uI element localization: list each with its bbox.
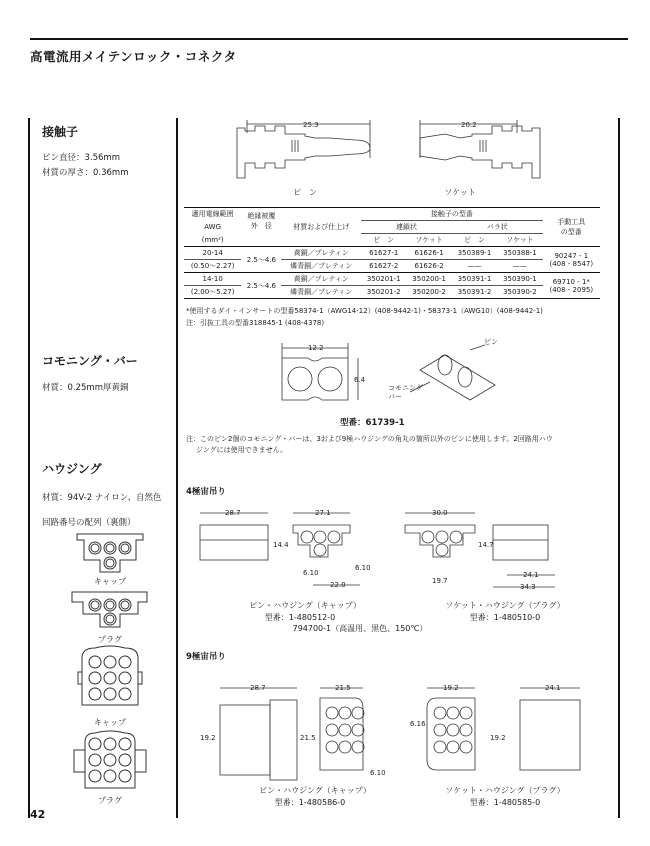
- circuit-label-9plug: プラグ: [98, 796, 122, 805]
- svg-text:27.1: 27.1: [315, 509, 331, 517]
- top-rule: [30, 38, 628, 40]
- four-pole-socket-housing-name: ソケット・ハウジング（プラグ）: [445, 601, 565, 610]
- svg-text:6.16: 6.16: [410, 720, 426, 728]
- commoning-bar-note-1: 注：このピン2個のコモニング・バーは、3および9極ハウジングの角丸の箇所以外のピンに使用します。2回路用ハウ: [186, 435, 553, 443]
- table-row: 20-14 2.5〜4.6 黄銅／プレティン 61627-1 61626-1 350389-1 350388-1 90247 - 1 (408 - 8547): [184, 247, 600, 260]
- nine-pole-drawings: [195, 680, 595, 790]
- bar-callout-2: バー: [388, 393, 402, 401]
- nine-pole-pin-housing-part: 型番：1-480586-0: [274, 798, 346, 807]
- table-row: 14-10 2.5〜4.6 黄銅／プレティン 350201-1 350200-1 350391-1 350390-1 69710 - 1* (408 - 2095): [184, 273, 600, 286]
- housing-material: 材質：94V-2 ナイロン、自然色: [42, 493, 162, 503]
- svg-text:24.1: 24.1: [545, 684, 561, 692]
- svg-text:30.0: 30.0: [432, 509, 448, 517]
- contact-drawings: [235, 118, 545, 188]
- commoning-bar-drawings: [270, 340, 520, 415]
- th-awg: AWG: [204, 223, 222, 231]
- four-pole-pin-housing-part: 型番：1-480512-0: [264, 613, 336, 622]
- circuit-arrangement-heading: 回路番号の配列（裏側）: [42, 518, 136, 528]
- page-number: 42: [30, 808, 46, 821]
- four-pole-pin-housing-alt: 794700-1（高温用、黒色、150℃）: [292, 624, 428, 633]
- th-material: 材質および仕上げ: [293, 223, 350, 231]
- th-chain-socket: ソケット: [415, 236, 443, 244]
- svg-text:21.5: 21.5: [300, 734, 316, 742]
- footnote-die-insert: *使用するダイ・インサートの型番58374-1（AWG14-12）(408-9442-1)・58373-1（AWG10）(408-9442-1): [186, 307, 543, 315]
- th-wire-range: 適用電線範囲: [191, 210, 234, 219]
- th-mm2: (mm²): [201, 235, 224, 244]
- four-pole-heading: 4極宙吊り: [186, 487, 226, 497]
- footnote-extraction-tool: 注：引抜工具の型番318845-1 (408-4378): [186, 319, 325, 327]
- nine-pole-pin-housing-name: ピン・ハウジング（キャップ）: [259, 786, 371, 795]
- svg-text:28.7: 28.7: [250, 684, 266, 692]
- svg-text:14.4: 14.4: [273, 541, 289, 549]
- left-border: [28, 118, 30, 818]
- svg-text:19.7: 19.7: [432, 577, 448, 585]
- circuit-label-9cap: キャップ: [94, 718, 126, 727]
- socket-caption: ソケット: [444, 188, 476, 197]
- table-row: (2.00〜5.27) 燐青銅／プレティン 350201-2 350200-2 350391-2 350390-2: [184, 286, 600, 299]
- housing-heading: ハウジング: [42, 462, 102, 476]
- page-title: 高電流用メイテンロック・コネクタ: [30, 49, 237, 64]
- svg-text:14.7: 14.7: [478, 541, 494, 549]
- nine-pole-heading: 9極宙吊り: [186, 652, 226, 662]
- svg-text:24.1: 24.1: [523, 571, 539, 579]
- svg-text:6.10: 6.10: [303, 569, 319, 577]
- right-border: [618, 118, 620, 818]
- circuit-label-4plug: プラグ: [98, 635, 122, 644]
- table-row: (0.50〜2.27) 燐青銅／プレティン 61627-2 61626-2 —— ——: [184, 260, 600, 273]
- four-pole-socket-housing-part: 型番：1-480510-0: [469, 613, 541, 622]
- th-loose: バラ状: [452, 221, 543, 234]
- four-pole-drawings: [195, 505, 565, 595]
- pin-length-dim: 25.3: [303, 121, 319, 129]
- bar-callout-1: コモニング: [388, 384, 423, 392]
- th-loose-socket: ソケット: [506, 236, 534, 244]
- circuit-diagrams: [70, 530, 160, 800]
- commoning-bar-note-2: ジングには使用できません。: [196, 446, 288, 454]
- bar-height-dim: 6.4: [354, 376, 366, 384]
- th-chain-pin: ピ ン: [373, 236, 395, 244]
- column-divider: [176, 118, 178, 818]
- svg-text:6.10: 6.10: [355, 564, 371, 572]
- pin-callout: ピン: [484, 338, 498, 346]
- pin-caption: ピ ン: [293, 188, 317, 197]
- th-loose-pin: ピ ン: [464, 236, 486, 244]
- pin-diameter: ピン直径：3.56mm: [42, 153, 120, 163]
- svg-text:34.3: 34.3: [520, 583, 536, 591]
- th-part-no: 接触子の型番: [361, 208, 543, 221]
- commoning-bar-material: 材質：0.25mm厚黄銅: [42, 383, 129, 393]
- nine-pole-socket-housing-part: 型番：1-480585-0: [469, 798, 541, 807]
- svg-text:19.2: 19.2: [443, 684, 459, 692]
- contact-spec-table: [184, 207, 600, 299]
- svg-text:22.0: 22.0: [330, 581, 346, 589]
- socket-length-dim: 20.2: [461, 121, 477, 129]
- svg-text:6.10: 6.10: [370, 769, 386, 777]
- four-pole-pin-housing-name: ピン・ハウジング（キャップ）: [249, 601, 361, 610]
- th-chain: 連鎖状: [361, 221, 452, 234]
- contacts-heading: 接触子: [42, 125, 79, 139]
- circuit-label-4cap: キャップ: [94, 577, 126, 586]
- svg-text:19.2: 19.2: [200, 734, 216, 742]
- svg-text:28.7: 28.7: [225, 509, 241, 517]
- svg-text:21.5: 21.5: [335, 684, 351, 692]
- th-insulation: 絶縁被覆 外 径: [247, 211, 276, 230]
- material-thickness: 材質の厚さ：0.36mm: [42, 168, 129, 178]
- bar-width-dim: 12.2: [308, 344, 324, 352]
- th-tool: 手動工具 の型番: [557, 218, 586, 236]
- commoning-bar-part-number: 型番：61739-1: [340, 418, 405, 428]
- svg-text:19.2: 19.2: [490, 734, 506, 742]
- nine-pole-socket-housing-name: ソケット・ハウジング（プラグ）: [445, 786, 565, 795]
- commoning-bar-heading: コモニング・バー: [42, 354, 138, 368]
